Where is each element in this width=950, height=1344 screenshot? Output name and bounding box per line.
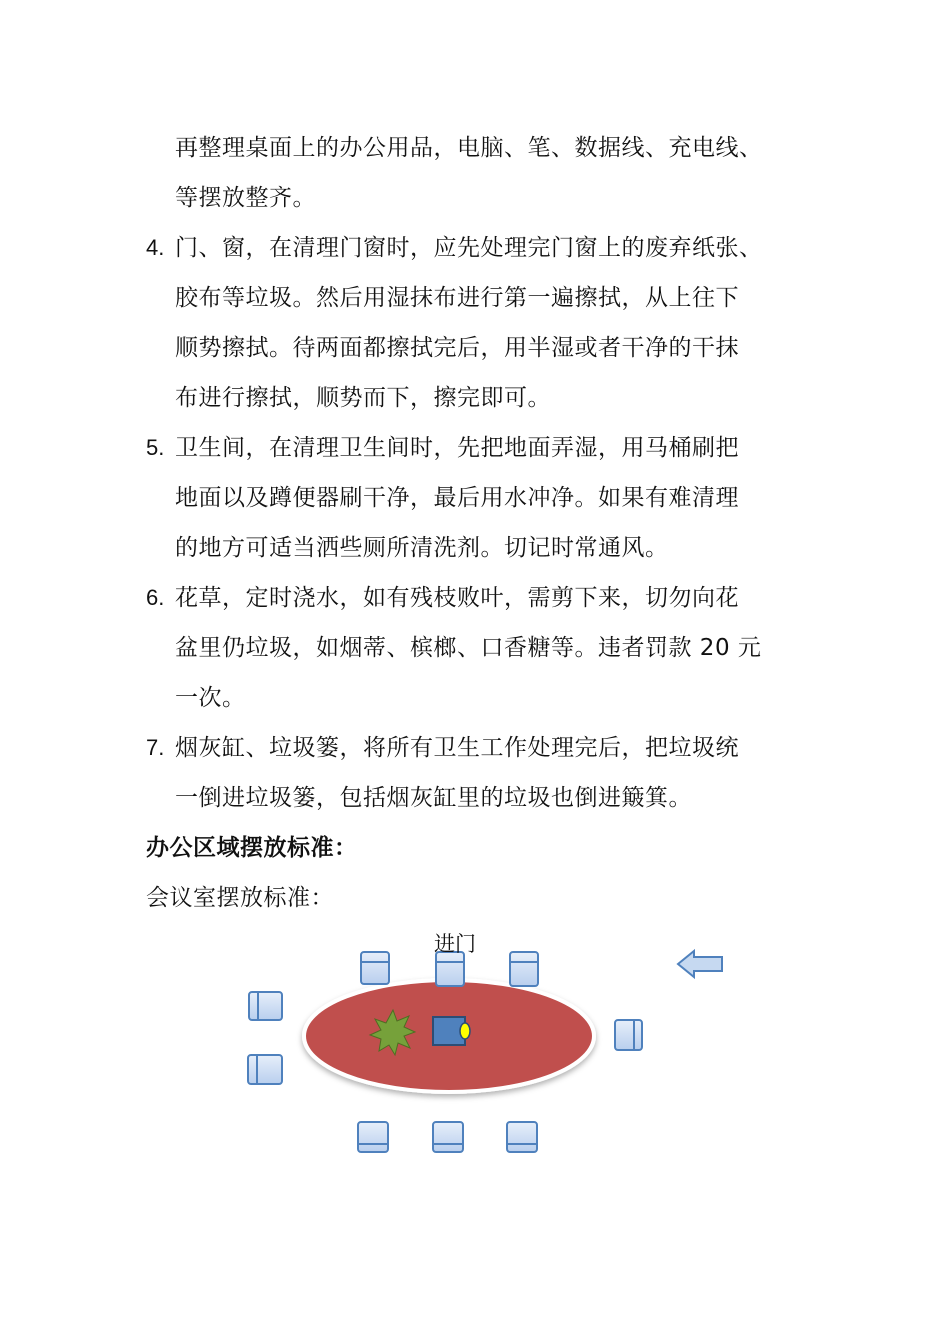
item-number: 4. [146,235,165,260]
item-line: 烟灰缸、垃圾篓，将所有卫生工作处理完后，把垃圾统 [175,735,739,761]
arrow-left-icon [678,951,722,977]
item-line: 地面以及蹲便器刷干净，最后用水冲净。如果有难清理 [175,485,739,511]
chair-bottom-3 [507,1122,537,1152]
chair-top-2 [436,952,464,986]
projector-icon [433,1017,470,1045]
chair-left-2 [248,1055,282,1084]
chair-top-3 [510,952,538,986]
item-line: 一次。 [175,685,246,711]
item-number: 7. [146,735,165,760]
item-line: 门、窗，在清理门窗时，应先处理完门窗上的废弃纸张、 [175,235,763,261]
item-line: 胶布等垃圾。然后用湿抹布进行第一遍擦拭，从上往下 [175,285,739,311]
item-line: 花草，定时浇水，如有残枝败叶，需剪下来，切勿向花 [175,585,739,611]
intro-line-1: 再整理桌面上的办公用品，电脑、笔、数据线、充电线、 [175,135,763,161]
item-line: 顺势擦拭。待两面都擦拭完后，用半湿或者干净的干抹 [175,335,739,361]
chair-bottom-2 [433,1122,463,1152]
item-number: 6. [146,585,165,610]
item-line: 布进行擦拭，顺势而下，擦完即可。 [175,385,551,411]
chair-right [615,1020,642,1050]
item-line: 一倒进垃圾篓，包括烟灰缸里的垃圾也倒进簸箕。 [175,785,692,811]
subheading: 会议室摆放标准： [146,885,334,911]
intro-line-2: 等摆放整齐。 [175,185,316,211]
chair-bottom-1 [358,1122,388,1152]
item-number: 5. [146,435,165,460]
chair-left-1 [249,992,282,1020]
item-line: 卫生间，在清理卫生间时，先把地面弄湿，用马桶刷把 [175,435,739,461]
chair-top-1 [361,952,389,984]
entrance-label: 进门 [434,932,476,956]
item-line: 盆里仍垃圾，如烟蒂、槟榔、口香糖等。违者罚款 20 元 [175,635,762,661]
item-line: 的地方可适当洒些厕所清洗剂。切记时常通风。 [175,535,669,561]
section-heading: 办公区域摆放标准： [146,835,358,861]
meeting-room-diagram [0,920,950,1180]
